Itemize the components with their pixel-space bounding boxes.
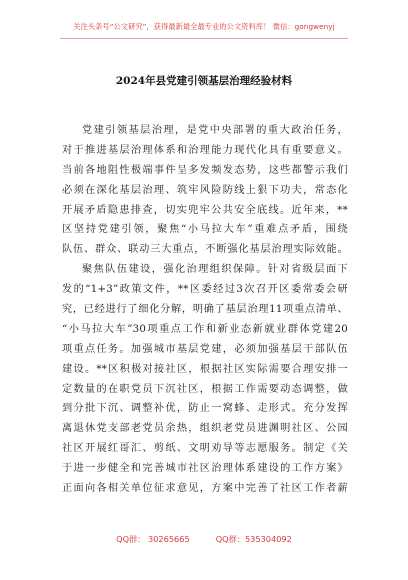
body-line-6: 区坚持党建引领，聚焦“小马拉大车”重难点矛盾，围绕 [62,224,348,236]
body-line-19: 正面向各相关单位征求意见，方案中完善了社区工作者薪 [62,483,348,495]
body-line-18: 于进一步健全和完善城市社区治理体系建设的工作方案》 [62,463,348,475]
body-line-13: 建设。**区积极对接社区，根据社区实际需要合理安排一 [62,363,348,375]
header-divider [60,38,348,39]
footer-qq-group-1: QQ群： 30265665 [116,534,190,544]
body-line-8: 聚焦队伍建设，强化治理组织保障。针对省级层面下 [82,264,348,276]
body-line-7: 队伍、群众、联动三大重点，不断强化基层治理实际效能。 [62,244,348,256]
body-line-3: 当前各地阻性极端事件呈多发频发态势，这些都警示我们 [62,164,348,176]
document-title: 2024年县党建引领基层治理经验材料 [115,75,293,87]
body-line-14: 定数量的在职党员下沉社区，根据工作需要动态调整，做 [62,383,348,395]
body-line-15: 到分批下沉、调整补优，防止一窝蜂、走形式。充分发挥 [62,403,348,415]
body-line-12: 项重点任务。加强城市基层党建，必须加强基层干部队伍 [62,343,348,355]
document-body [62,121,348,499]
footer-contact [0,534,408,545]
body-line-1: 党建引领基层治理，是党中央部署的重大政治任务， [82,125,348,136]
body-line-4: 必须在深化基层治理、筑牢风险防线上狠下功夫，常态化 [62,184,348,196]
header-banner: 关注头条号“公文研究”，获得最新最全最专业的公文资料库！ 微信：gongwenyj [73,22,335,31]
body-line-5: 开展矛盾隐患排查，切实兜牢公共安全底线。近年来，** [62,204,348,216]
body-line-11: “小马拉大车”30项重点工作和新业态新就业群体党建20 [62,323,348,335]
body-line-9: 发的“1+3”政策文件，**区委经过3次召开区委常委会研 [62,284,348,296]
body-line-16: 离退休党支部老党员余热，组织老党员进渊明社区、公园 [62,423,348,435]
body-line-2: 对于推进基层治理体系和治理能力现代化具有重要意义。 [62,144,348,156]
body-line-10: 究，已经进行了细化分解，明确了基层治理11项重点清单、 [62,304,348,316]
footer-qq-group-2: QQ群：535304092 [215,534,292,544]
body-line-17: 社区开展红哥汇、剪纸、文明劝导等志愿服务。制定《关 [62,443,348,455]
